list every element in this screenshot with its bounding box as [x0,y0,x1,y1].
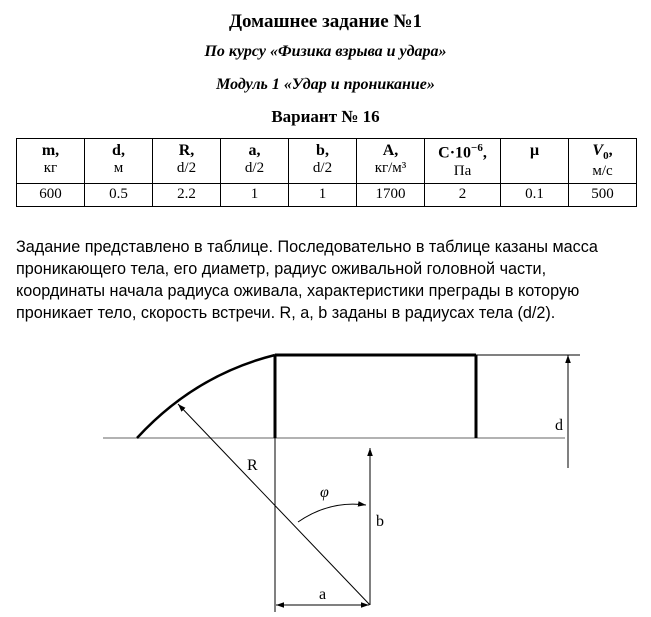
value-cell: 0.1 [501,184,569,207]
course-subtitle: По курсу «Физика взрыва и удара» [204,43,447,60]
variant-heading: Вариант № 16 [271,107,380,126]
value-cell: 1700 [357,184,425,207]
value-cell: 2 [425,184,501,207]
header-cell-a: a, d/2 [221,139,289,184]
header-cell-mu: μ [501,139,569,184]
value-cell: 2.2 [153,184,221,207]
header-cell-b: b, d/2 [289,139,357,184]
header-cell-m: m, кг [17,139,85,184]
header-cell-A: A, кг/м³ [357,139,425,184]
document-title: Домашнее задание №1 [228,11,423,32]
label-R: R [247,457,258,474]
phi-angle-arc [298,504,366,522]
module-subtitle: Модуль 1 «Удар и проникание» [216,76,435,93]
label-b: b [376,513,384,530]
label-d: d [555,417,563,434]
value-cell: 500 [569,184,637,207]
header-cell-r: R, d/2 [153,139,221,184]
ogive-arc [137,355,275,438]
header-cell-c: $C\cdot 10^{-6}$, Па [425,139,501,184]
label-a: a [319,586,327,603]
task-description: Задание представлено в таблице. Последовательно в таблице казаны масса проникающего тела, его диаметр, радиус оживальной головной части, координаты начала радиуса оживала, характеристики преграды в которую проникает тело, скорость встречи. R, a, b заданы в радиусах тела (d/2). [16,238,598,322]
value-cell: 1 [221,184,289,207]
value-cell: 1 [289,184,357,207]
label-phi: φ [320,484,329,501]
header-cell-d: d, м [85,139,153,184]
value-cell: 600 [17,184,85,207]
value-cell: 0.5 [85,184,153,207]
header-cell-v0: $V_0$, м/с [569,139,637,184]
